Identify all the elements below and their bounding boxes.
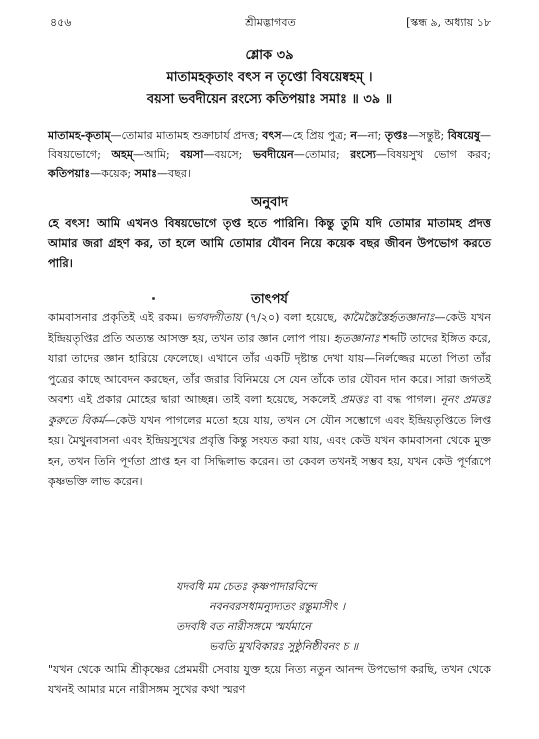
page-header [50, 14, 491, 32]
verse-line-1: মাতামহকৃতাং বৎস ন তৃপ্তো বিষয়েষ্বহম্ । [166, 70, 373, 85]
synonym-meaning: —বয়সে; [203, 148, 253, 161]
synonym-meaning: —বছর। [157, 167, 191, 180]
chapter-reference: [স্কন্ধ ৯, অধ্যায় ১৮ [406, 16, 491, 29]
purport-italic-segment: প্রমত্তঃ [340, 393, 369, 406]
synonym-term: অহম্ [111, 148, 133, 161]
synonym-meaning: —সন্তুষ্ট; [408, 129, 448, 142]
synonym-term: বৎস [262, 129, 282, 142]
closing-paragraph: "যখন থেকে আমি শ্রীকৃষ্ণের প্রেমময়ী সেবায় যুক্ত হয়ে নিত্য নতুন আনন্দ উপভোগ করছি, তখন থেকে যখনই আমার মনে নারীসঙ্গম সুখের কথা স্মরণ [48, 663, 491, 696]
synonym-term: ভবদীয়েন [252, 148, 294, 161]
synonyms [48, 126, 491, 183]
synonym-term: মাতামহ-কৃতাম্ [48, 129, 111, 142]
quote-line-1: যদবধি মম চেতঃ কৃষ্ণপাদারবিন্দে [176, 580, 317, 593]
synonym-meaning: —আমি; [132, 148, 181, 161]
synonym-term: কতিপয়াঃ [48, 167, 91, 180]
purport-text-segment: বা বদ্ধ পাগল। [368, 393, 441, 406]
synonym-term: সমাঃ [134, 167, 158, 180]
purport-text-segment: কামবাসনার প্রকৃতিই এই রকম। [48, 311, 187, 324]
synonym-meaning: —কয়েক; [90, 167, 135, 180]
purport-italic-segment: হৃতজ্ঞানাঃ [333, 331, 380, 345]
synonym-term: ন [350, 129, 357, 142]
synonym-meaning: —বিষয়সুখ ভোগ করব; [375, 148, 491, 161]
quote-line-4: ভবতি মুখবিকারঃ সুষ্ঠুনিষ্ঠীবনং চ ॥ [209, 640, 359, 653]
synonym-term: বয়সা [180, 148, 204, 161]
purport-text-segment: (৭/২০) বলা হয়েছে, [241, 311, 342, 324]
purport-italic-segment: নূনং প্রমত্তঃ কুরুতে বিকর্ম [48, 393, 491, 427]
purport-text [48, 308, 491, 493]
quote-line-2: নবনবরসধামন্যুদ্যতং রন্তুমাসীৎ । [209, 600, 346, 613]
synonym-meaning: —তোমার; [293, 148, 351, 161]
synonym-meaning: —হে প্রিয় পুত্র; [281, 129, 351, 142]
quote-line-3: তদবধি বত নারীসঙ্গমে স্মর্যমানে [176, 620, 311, 633]
synonym-meaning: —বিষয়ভোগে; [48, 129, 492, 161]
synonym-term: তৃপ্তঃ [384, 129, 409, 142]
synonym-term: রংস্যে [350, 148, 376, 161]
synonym-meaning: —না; [356, 129, 385, 142]
synonym-term: বিষয়েষু [447, 129, 481, 142]
translation-text: হে বৎস! আমি এখনও বিষয়ভোগে তৃপ্ত হতে পারিনি। কিন্তু তুমি যদি তোমার মাতামহ প্রদত্ত আমার জরা গ্রহণ কর, তা হলে আমি তোমার যৌবন নিয়ে কয়েক বছর জীবন উপভোগ করতে পারি। [48, 216, 491, 270]
translation-title: অনুবাদ [251, 195, 288, 210]
purport-italic-segment: কামৈস্তৈস্তৈর্হৃতজ্ঞানাঃ [342, 311, 435, 324]
synonym-meaning: —তোমার মাতামহ শুক্রাচার্য প্রদত্ত; [110, 129, 263, 142]
page-number: ৪৫৬ [50, 16, 72, 29]
stray-dot [152, 297, 155, 300]
purport-text-segment: শব্দটি তাদের ইঙ্গিত করে, যারা তাদের জ্ঞান হারিয়ে ফেলেছে। এখানে তাঁর একটি দৃষ্টান্ত দেখা যায়—নির্লজ্জের মতো পিতা তাঁর পুত্রের কাছে আবেদন করছেন, তাঁর জরার বিনিময়ে সে যেন তাঁকে তার যৌবন দান করে। সারা জগতই অবশ্য এই প্রকার মোহের দ্বারা আচ্ছন্ন। তাই বলা হয়েছে, সকলেই [48, 331, 491, 406]
book-title: শ্রীমদ্ভাগবত [245, 16, 296, 29]
verse-title: শ্লোক ৩৯ [245, 48, 294, 63]
purport-text-segment: —কেউ যখন ইন্দ্রিয়তৃপ্তির প্রতি অত্যন্ত আসক্ত হয়, তখন তার জ্ঞান লোপ পায়। [48, 311, 491, 345]
verse-line-2: বয়সা ভবদীয়েন রংস্যে কতিপয়াঃ সমাঃ ॥ ৩৯ ॥ [146, 92, 393, 107]
purport-title: তাৎপর্য [251, 292, 288, 307]
purport-italic-segment: ভগবদ্গীতায় [186, 311, 241, 324]
purport-text-segment: —কেউ যখন পাগলের মতো হয়ে যায়, তখন সে যৌন সম্ভোগে এবং ইন্দ্রিয়তৃপ্তিতে লিপ্ত হয়। মৈথুনবাসনা এবং ইন্দ্রিয়সুখের প্রবৃত্তি কিন্তু সংযত করা যায়, এবং কেউ যখন কামবাসনা থেকে মুক্ত হন, তখন তিনি পূর্ণতা প্রাপ্ত হন বা সিদ্ধিলাভ করেন। তা কেবল তখনই সম্ভব হয়, যখন কেউ পূর্ণরূপে কৃষ্ণভক্তি লাভ করেন। [48, 413, 491, 488]
